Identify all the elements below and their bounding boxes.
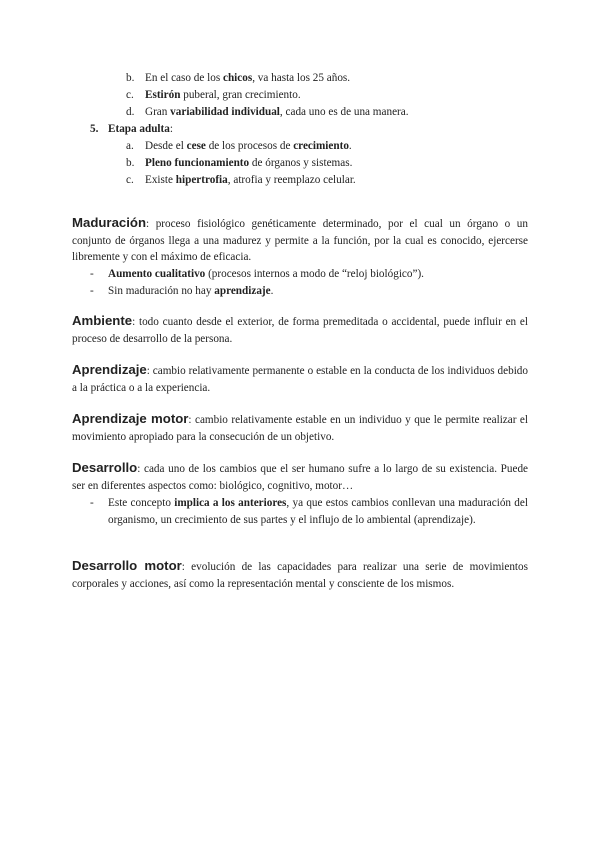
list-marker: b. bbox=[126, 157, 135, 169]
bullet-item: Aumento cualitativo (procesos internos a modo de “reloj biológico”). bbox=[108, 268, 424, 280]
bullet-marker: - bbox=[90, 268, 94, 280]
list-item: En el caso de los chicos, va hasta los 25 años. bbox=[145, 72, 351, 84]
definition-text: : cada uno de los cambios que el ser humano sufre a lo largo de su existencia. Puede ser en diferentes aspectos como: biológico, cognitivo, motor… bbox=[72, 463, 528, 492]
list-marker: 5. bbox=[90, 123, 99, 135]
definition-text: : cambio relativamente permanente o estable en la conducta de los individuos debido a la práctica o a la experiencia. bbox=[72, 365, 528, 394]
definition-term: Aprendizaje motor bbox=[72, 411, 189, 426]
list-marker: d. bbox=[126, 106, 135, 118]
bullet-marker: - bbox=[90, 285, 94, 297]
list-marker: b. bbox=[126, 72, 135, 84]
list-item: Desde el cese de los procesos de crecimiento. bbox=[145, 140, 352, 152]
definition-aprendizaje bbox=[72, 362, 528, 396]
definition-ambiente bbox=[72, 313, 528, 347]
list-marker: c. bbox=[126, 89, 134, 101]
bullet-marker: - bbox=[90, 497, 94, 509]
definition-desarrollo-motor bbox=[72, 558, 528, 592]
list-item: Existe hipertrofia, atrofia y reemplazo celular. bbox=[145, 174, 356, 186]
definition-text: : proceso fisiológico genéticamente determinado, por el cual un órgano o un conjunto de órganos llega a una madurez y permite a la función, por la cual es conocido, ejercerse libremente y con el máximo de eficacia. bbox=[72, 218, 528, 263]
bullet-item: Sin maduración no hay aprendizaje. bbox=[108, 285, 274, 297]
list-item: Estirón puberal, gran crecimiento. bbox=[145, 89, 301, 101]
definition-desarrollo bbox=[72, 460, 528, 494]
list-marker: c. bbox=[126, 174, 134, 186]
list-marker: a. bbox=[126, 140, 134, 152]
definition-text: : evolución de las capacidades para realizar una serie de movimientos corporales y acciones, así como la representación mental y consciente de los mismos. bbox=[72, 561, 528, 590]
definition-term: Aprendizaje bbox=[72, 362, 147, 377]
definition-maduracion bbox=[72, 215, 528, 266]
definition-text: : todo cuanto desde el exterior, de forma premeditada o accidental, puede influir en el proceso de desarrollo de la persona. bbox=[72, 316, 528, 345]
definition-text: : cambio relativamente estable en un individuo y que le permite realizar el movimiento apropiado para la consecución de un objetivo. bbox=[72, 414, 528, 443]
definition-aprendizaje-motor bbox=[72, 411, 528, 445]
list-item: Pleno funcionamiento de órganos y sistemas. bbox=[145, 157, 353, 169]
definition-term: Maduración bbox=[72, 215, 147, 230]
list-item: Gran variabilidad individual, cada uno es de una manera. bbox=[145, 106, 409, 118]
definition-term: Ambiente bbox=[72, 313, 133, 328]
bullet-item: Este concepto implica a los anteriores, ya que estos cambios conllevan una maduración del organismo, un crecimiento de sus partes y el influjo de lo ambiental (aprendizaje). bbox=[108, 497, 528, 526]
stage-heading: Etapa adulta: bbox=[108, 123, 173, 135]
definition-term: Desarrollo motor bbox=[72, 558, 182, 573]
definition-term: Desarrollo bbox=[72, 460, 138, 475]
